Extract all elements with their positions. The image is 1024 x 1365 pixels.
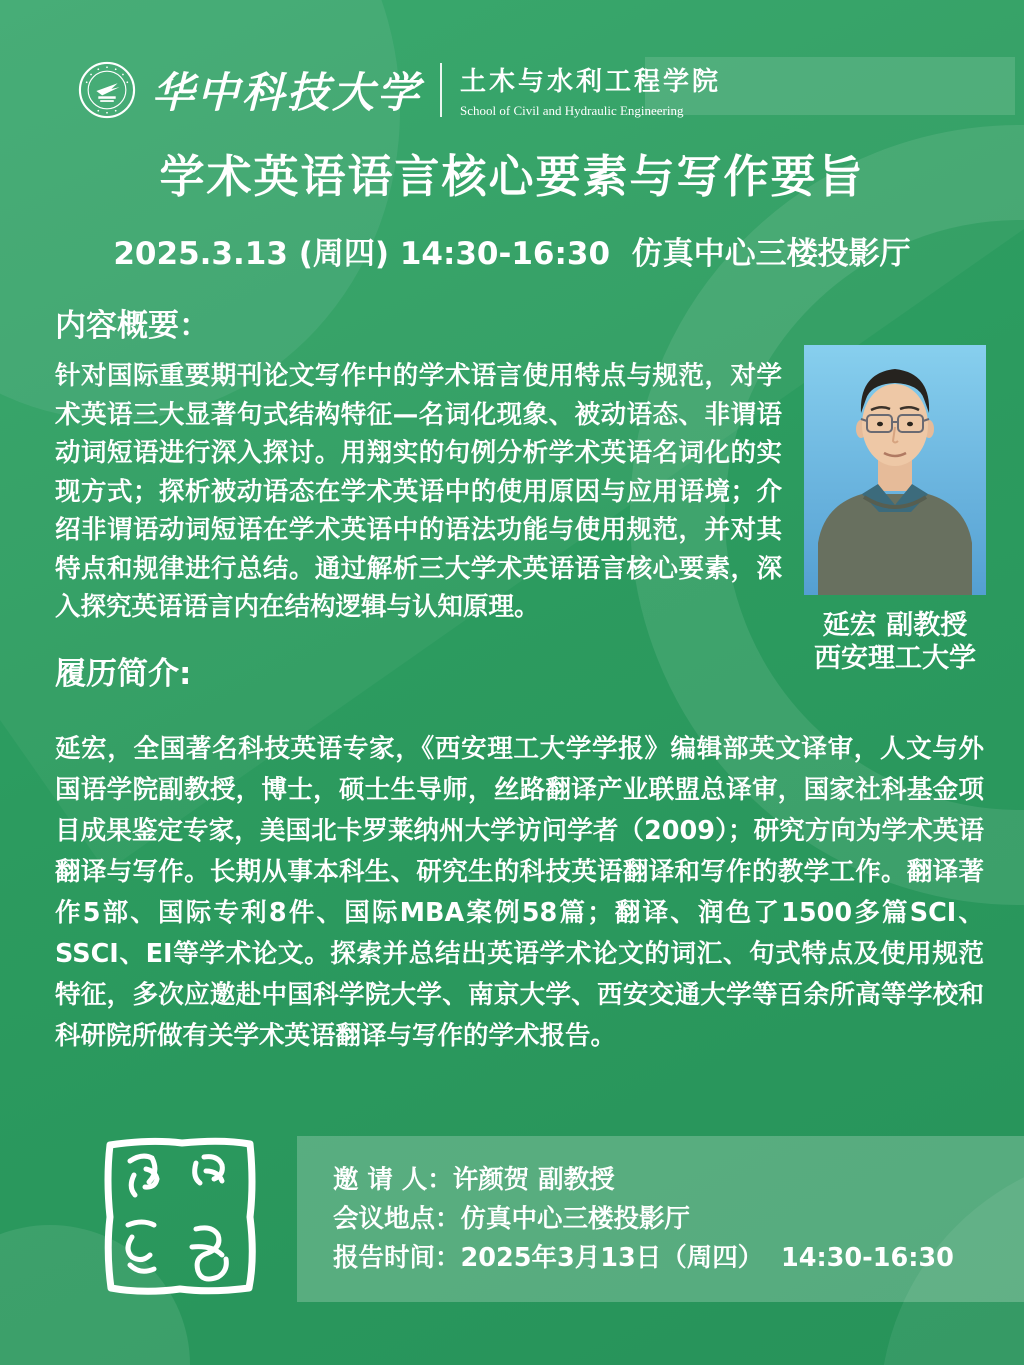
summary-body: 针对国际重要期刊论文写作中的学术语言使用特点与规范，对学术英语三大显著句式结构特征—名词化现象、被动语态、非谓语动词短语进行深入探讨。用翔实的句例分析学术英语名词化的实现方式；探析被动语态在学术英语中的使用原因与应用语境；介绍非谓语动词短语在学术英语中的语法功能与使用规范，并对其特点和规律进行总结。通过解析三大学术英语语言核心要素，深入探究英语语言内在结构逻辑与认知原理。 [55,361,782,622]
speaker-name-title: 延宏 副教授 [822,610,968,641]
inviter-line: 邀 请 人：许颜贺 副教授 [333,1164,615,1195]
bio-section [55,648,984,1057]
university-seal-icon [78,61,136,119]
venue-line: 会议地点：仿真中心三楼投影厅 [333,1203,691,1234]
footer [0,1128,1024,1313]
header-divider [440,63,442,117]
poster-title: 学术英语语言核心要素与写作要旨 [159,150,865,203]
college-name-cn: 土木与水利工程学院 [460,67,722,97]
summary-heading: 内容概要： [55,308,210,344]
poster-datetime-location: 2025.3.13 (周四) 14:30-16:30 仿真中心三楼投影厅 [113,236,911,272]
speaker-affiliation: 西安理工大学 [814,643,976,674]
speaker-photo [804,345,986,595]
college-name-en: School of Civil and Hydraulic Engineering [460,103,684,118]
bio-body: 延宏，全国著名科技英语专家，《西安理工大学学报》编辑部英文译审，人文与外国语学院副教授，博士，硕士生导师，丝路翻译产业联盟总译审，国家社科基金项目成果鉴定专家，美国北卡罗莱纳州大学访问学者（2009）；研究方向为学术英语翻译与写作。长期从事本科生、研究生的科技英语翻译和写作的教学工作。翻译著作5部、国际专利8件、国际MBA案例58篇；翻译、润色了1500多篇SCI、SSCI、EI等学术论文。探索并总结出英语学术论文的词汇、句式特点及使用规范特征，多次应邀赴中国科学院大学、南京大学、西安交通大学等百余所高等学校和科研院所做有关学术英语翻译与写作的学术报告。 [55,734,984,1051]
speaker-box [804,345,986,675]
info-panel [297,1136,1024,1302]
calligraphy-seal-icon [100,1133,260,1298]
university-name: 华中科技大学 [152,68,423,117]
bio-heading: 履历简介: [55,656,192,692]
time-line: 报告时间：2025年3月13日（周四） 14:30-16:30 [333,1242,954,1273]
summary-section [55,300,986,675]
header [78,60,721,120]
